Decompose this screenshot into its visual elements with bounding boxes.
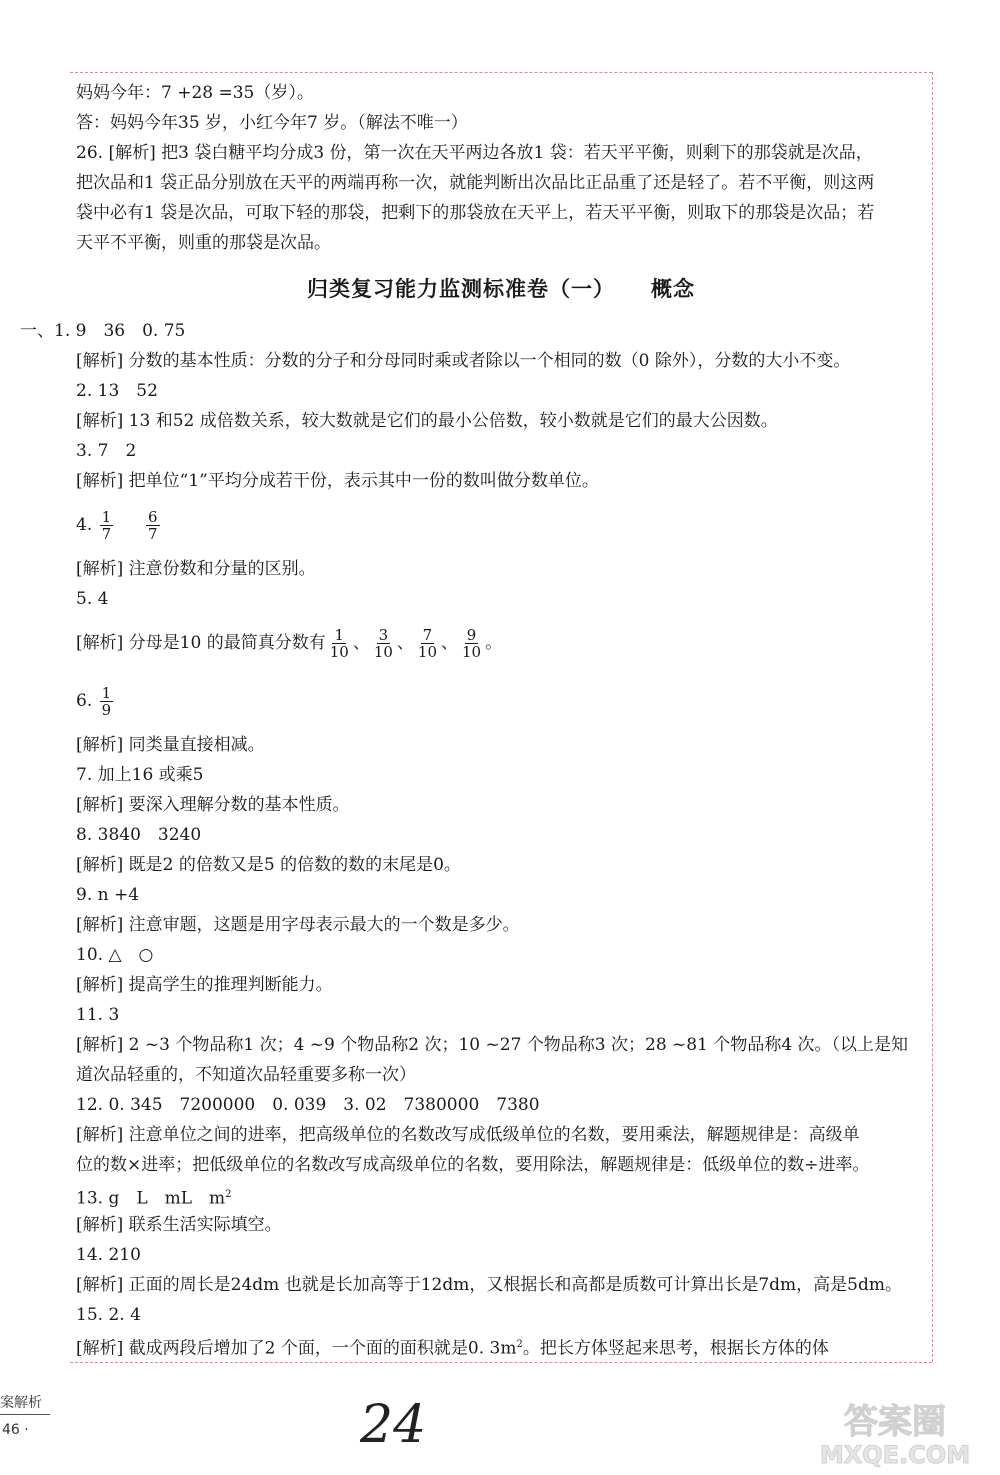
watermark-bottom-text: MXQE.COM [819,1441,971,1469]
watermark-logo [800,1395,990,1470]
text-line: 26. [解析] 把3 袋白糖平均分成3 份，第一次在天平两边各放1 袋：若天平平衡，则剩下的那袋就是次品， [76,143,873,163]
fraction: $\frac{7}{10}$ [417,626,437,661]
analysis-line: [解析] 注意单位之间的进率，把高级单位的名数改写成低级单位的名数，要用乘法，解题规律是：高级单 [76,1125,860,1145]
answer-line: 一、1. 9 36 0. 75 [20,321,186,341]
answer-line: 13. g L mL $m^2$ [76,1188,232,1209]
section-title [76,262,926,316]
answer-line: 5. 4 [76,589,109,609]
analysis-line: [解析] 要深入理解分数的基本性质。 [76,795,350,815]
page-number: 46 · [2,1422,29,1438]
text-line: 天平不平衡，则重的那袋是次品。 [76,233,331,253]
fraction: $\frac{1}{9}$ [101,684,112,719]
text-line: 答：妈妈今年35 岁，小红今年7 岁。（解法不唯一） [76,113,468,133]
analysis-line: [解析] 截成两段后增加了2 个面，一个面的面积就是0. $3m^2$。把长方体竖起来思考，根据长方体的体 [76,1338,829,1359]
answer-line: 2. 13 52 [76,381,158,401]
analysis-line: [解析] 13 和52 成倍数关系，较大数就是它们的最小公倍数，较小数就是它们的最大公因数。 [76,411,778,431]
answer-line: 11. 3 [76,1005,120,1025]
analysis-line: [解析] 2 ~3 个物品称1 次；4 ~9 个物品称2 次；10 ~27 个物品称3 次；28 ~81 个物品称4 次。（以上是知 [76,1035,909,1055]
watermark-top-text: 答案圈 [844,1402,946,1442]
answer-line: 8. 3840 3240 [76,825,202,845]
analysis-line: [解析] 把单位“1”平均分成若干份，表示其中一份的数叫做分数单位。 [76,471,599,491]
answer-line: 7. 加上16 或乘5 [76,765,204,785]
analysis-line: 道次品轻重的，不知道次品轻重要多称一次） [76,1065,416,1085]
analysis-line: [解析] 提高学生的推理判断能力。 [76,975,333,995]
fraction: $\frac{6}{7}$ [148,508,158,543]
handwritten-number: 24 [360,1395,427,1455]
fraction: $\frac{1}{10}$ [329,626,349,661]
footer-label: 案解析 [0,1395,42,1411]
fraction: $\frac{9}{10}$ [462,626,482,661]
text-line: 妈妈今年：7 +28 =35（岁）。 [76,83,314,103]
analysis-line: [解析] 既是2 的倍数又是5 的倍数的数的末尾是0。 [76,855,461,875]
page-border-bottom [70,1362,932,1363]
answer-line: 4. $\frac{1}{7}$ $\frac{6}{7}$ [76,508,158,543]
text-line: 把次品和1 袋正品分别放在天平的两端再称一次，就能判断出次品比正品重了还是轻了。若不平衡，则这两 [76,173,875,193]
answer-line: 9. n +4 [76,885,140,905]
analysis-line: [解析] 联系生活实际填空。 [76,1215,282,1235]
analysis-line: [解析] 注意审题，这题是用字母表示最大的一个数是多少。 [76,915,520,935]
analysis-line: 位的数×进率；把低级单位的名数改写成高级单位的名数，要用除法，解题规律是：低级单位的数÷进率。 [76,1155,870,1175]
fraction: $\frac{3}{10}$ [373,626,393,661]
footer-divider [0,1414,50,1415]
analysis-line: [解析] 正面的周长是24dm 也就是长加高等于12dm，又根据长和高都是质数可计算出长是7dm，高是5dm。 [76,1275,902,1295]
answer-line: 14. 210 [76,1245,141,1265]
answer-line: 12. 0. 345 7200000 0. 039 3. 02 7380000 7380 [76,1095,540,1115]
analysis-line: [解析] 注意份数和分量的区别。 [76,559,316,579]
page-border-top [70,72,932,73]
analysis-line: [解析] 分母是10 的最简真分数有 $\frac{1}{10}$ 、 $\frac{3}{10}$ 、 $\frac{7}{10}$ 、 $\frac{9}{10}$ 。 [76,626,503,661]
page-border-right [932,72,933,1362]
title-sub: 概念 [651,276,695,301]
fraction: $\frac{1}{7}$ [101,508,112,543]
analysis-line: [解析] 同类量直接相减。 [76,735,265,755]
title-main: 归类复习能力监测标准卷（一） [307,276,615,301]
text-line: 袋中必有1 袋是次品，可取下轻的那袋，把剩下的那袋放在天平上，若天平平衡，则取下的那袋是次品；若 [76,203,875,223]
analysis-line: [解析] 分数的基本性质：分数的分子和分母同时乘或者除以一个相同的数（0 除外），分数的大小不变。 [76,351,851,371]
answer-line: 15. 2. 4 [76,1305,141,1325]
answer-line: 6. $\frac{1}{9}$ [76,684,112,719]
answer-content [20,78,926,1360]
answer-line: 10. △ ○ [76,945,154,965]
answer-line: 3. 7 2 [76,441,137,461]
